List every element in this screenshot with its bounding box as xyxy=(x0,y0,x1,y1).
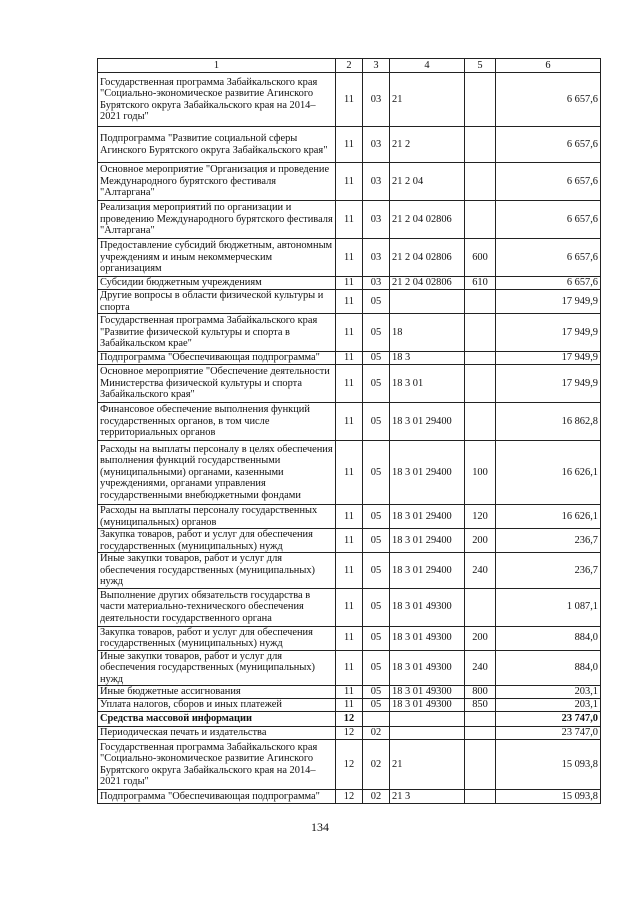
row-amount-cell: 236,7 xyxy=(496,529,601,553)
row-section-cell: 11 xyxy=(336,699,363,712)
row-amount-cell: 23 747,0 xyxy=(496,727,601,740)
row-expense-type-cell xyxy=(465,73,496,127)
row-section-cell: 11 xyxy=(336,127,363,163)
row-target-article-cell: 21 2 04 02806 xyxy=(390,277,465,290)
row-subsection-cell: 03 xyxy=(363,163,390,201)
row-amount-cell: 884,0 xyxy=(496,650,601,686)
table-row xyxy=(98,201,601,239)
header-cell-5: 5 xyxy=(465,59,496,73)
row-expense-type-cell xyxy=(465,314,496,352)
row-expense-type-cell xyxy=(465,727,496,740)
row-subsection-cell: 05 xyxy=(363,441,390,505)
row-section-cell: 11 xyxy=(336,441,363,505)
row-section-cell: 11 xyxy=(336,239,363,277)
table-row xyxy=(98,277,601,290)
row-name-cell: Расходы на выплаты персоналу государственных (муниципальных) органов xyxy=(98,505,336,529)
row-expense-type-cell xyxy=(465,163,496,201)
row-name-cell: Государственная программа Забайкальского края "Развитие физической культуры и спорта в Забайкальском крае" xyxy=(98,314,336,352)
row-section-cell: 11 xyxy=(336,403,363,441)
row-subsection-cell: 02 xyxy=(363,727,390,740)
row-expense-type-cell: 200 xyxy=(465,626,496,650)
header-cell-4: 4 xyxy=(390,59,465,73)
table-row xyxy=(98,290,601,314)
row-name-cell: Подпрограмма "Обеспечивающая подпрограмма" xyxy=(98,352,336,365)
row-expense-type-cell: 610 xyxy=(465,277,496,290)
row-subsection-cell: 05 xyxy=(363,365,390,403)
row-target-article-cell: 18 3 xyxy=(390,352,465,365)
row-subsection-cell: 03 xyxy=(363,73,390,127)
row-target-article-cell xyxy=(390,290,465,314)
row-subsection-cell: 03 xyxy=(363,277,390,290)
row-section-cell: 11 xyxy=(336,352,363,365)
row-target-article-cell: 18 3 01 29400 xyxy=(390,553,465,589)
row-section-cell: 12 xyxy=(336,727,363,740)
row-target-article-cell: 21 2 04 xyxy=(390,163,465,201)
row-target-article-cell: 18 3 01 49300 xyxy=(390,588,465,626)
table-row xyxy=(98,626,601,650)
row-amount-cell: 15 093,8 xyxy=(496,790,601,804)
row-amount-cell: 884,0 xyxy=(496,626,601,650)
row-name-cell: Государственная программа Забайкальского края "Социально-экономическое развитие Агинского Бурятского округа Забайкальского края на 2014–2021 годы" xyxy=(98,740,336,790)
row-target-article-cell: 21 3 xyxy=(390,790,465,804)
row-subsection-cell: 03 xyxy=(363,239,390,277)
row-subsection-cell: 05 xyxy=(363,314,390,352)
row-amount-cell: 17 949,9 xyxy=(496,290,601,314)
row-name-cell: Закупка товаров, работ и услуг для обеспечения государственных (муниципальных) нужд xyxy=(98,626,336,650)
row-section-cell: 12 xyxy=(336,790,363,804)
row-expense-type-cell xyxy=(465,365,496,403)
table-row xyxy=(98,588,601,626)
row-subsection-cell: 05 xyxy=(363,699,390,712)
table-row xyxy=(98,650,601,686)
row-section-cell: 11 xyxy=(336,505,363,529)
row-expense-type-cell: 600 xyxy=(465,239,496,277)
row-expense-type-cell xyxy=(465,790,496,804)
row-name-cell: Субсидии бюджетным учреждениям xyxy=(98,277,336,290)
row-name-cell: Выполнение других обязательств государства в части материально-технического обеспечения деятельности государственного органа xyxy=(98,588,336,626)
page-number: 134 xyxy=(311,820,329,834)
table-row xyxy=(98,127,601,163)
row-subsection-cell: 05 xyxy=(363,505,390,529)
row-target-article-cell: 21 2 xyxy=(390,127,465,163)
row-name-cell: Государственная программа Забайкальского края "Социально-экономическое развитие Агинского Бурятского округа Забайкальского края на 2014–2021 годы" xyxy=(98,73,336,127)
row-expense-type-cell: 800 xyxy=(465,686,496,699)
row-expense-type-cell: 240 xyxy=(465,650,496,686)
table-row xyxy=(98,441,601,505)
row-subsection-cell: 02 xyxy=(363,790,390,804)
row-target-article-cell: 18 3 01 49300 xyxy=(390,699,465,712)
row-name-cell: Финансовое обеспечение выполнения функций государственных органов, в том числе территориальных органов xyxy=(98,403,336,441)
header-cell-1: 1 xyxy=(98,59,336,73)
row-amount-cell: 6 657,6 xyxy=(496,239,601,277)
table-row xyxy=(98,163,601,201)
table-row xyxy=(98,740,601,790)
row-subsection-cell xyxy=(363,712,390,727)
header-cell-2: 2 xyxy=(336,59,363,73)
row-expense-type-cell xyxy=(465,712,496,727)
header-row xyxy=(98,59,601,73)
row-subsection-cell: 02 xyxy=(363,740,390,790)
table-row xyxy=(98,790,601,804)
row-name-cell: Предоставление субсидий бюджетным, автономным учреждениям и иным некоммерческим организациям xyxy=(98,239,336,277)
row-target-article-cell: 18 3 01 xyxy=(390,365,465,403)
row-name-cell: Средства массовой информации xyxy=(98,712,336,727)
table-row xyxy=(98,529,601,553)
row-subsection-cell: 05 xyxy=(363,352,390,365)
row-subsection-cell: 05 xyxy=(363,553,390,589)
row-expense-type-cell xyxy=(465,740,496,790)
row-target-article-cell: 21 2 04 02806 xyxy=(390,201,465,239)
table-row xyxy=(98,727,601,740)
row-subsection-cell: 05 xyxy=(363,650,390,686)
row-expense-type-cell: 100 xyxy=(465,441,496,505)
row-target-article-cell: 21 xyxy=(390,740,465,790)
row-target-article-cell: 18 3 01 49300 xyxy=(390,650,465,686)
row-section-cell: 11 xyxy=(336,553,363,589)
budget-table xyxy=(97,58,601,804)
row-expense-type-cell: 240 xyxy=(465,553,496,589)
row-section-cell: 11 xyxy=(336,529,363,553)
row-name-cell: Подпрограмма "Обеспечивающая подпрограмма" xyxy=(98,790,336,804)
row-expense-type-cell: 200 xyxy=(465,529,496,553)
row-name-cell: Закупка товаров, работ и услуг для обеспечения государственных (муниципальных) нужд xyxy=(98,529,336,553)
row-name-cell: Основное мероприятие "Обеспечение деятельности Министерства физической культуры и спорта Забайкальского края" xyxy=(98,365,336,403)
row-subsection-cell: 05 xyxy=(363,403,390,441)
table-row xyxy=(98,314,601,352)
row-name-cell: Основное мероприятие "Организация и проведение Международного бурятского фестиваля "Алтаргана" xyxy=(98,163,336,201)
table-row xyxy=(98,403,601,441)
row-amount-cell: 6 657,6 xyxy=(496,73,601,127)
row-amount-cell: 16 626,1 xyxy=(496,505,601,529)
row-amount-cell: 6 657,6 xyxy=(496,127,601,163)
row-subsection-cell: 05 xyxy=(363,290,390,314)
table-row xyxy=(98,365,601,403)
row-amount-cell: 17 949,9 xyxy=(496,365,601,403)
row-section-cell: 12 xyxy=(336,712,363,727)
table-row xyxy=(98,239,601,277)
row-amount-cell: 6 657,6 xyxy=(496,163,601,201)
row-target-article-cell: 18 3 01 29400 xyxy=(390,505,465,529)
row-amount-cell: 15 093,8 xyxy=(496,740,601,790)
row-name-cell: Подпрограмма "Развитие социальной сферы Агинского Бурятского округа Забайкальского края" xyxy=(98,127,336,163)
row-amount-cell: 6 657,6 xyxy=(496,277,601,290)
table-row xyxy=(98,553,601,589)
row-subsection-cell: 03 xyxy=(363,201,390,239)
row-expense-type-cell xyxy=(465,352,496,365)
row-amount-cell: 17 949,9 xyxy=(496,314,601,352)
row-amount-cell: 23 747,0 xyxy=(496,712,601,727)
table-row xyxy=(98,73,601,127)
row-target-article-cell: 18 3 01 49300 xyxy=(390,686,465,699)
table-row xyxy=(98,686,601,699)
row-subsection-cell: 03 xyxy=(363,127,390,163)
row-name-cell: Расходы на выплаты персоналу в целях обеспечения выполнения функций государственными (муниципальными) органами, казенными учреждениями, органами управления государственными внебюджетными фондами xyxy=(98,441,336,505)
row-name-cell: Иные бюджетные ассигнования xyxy=(98,686,336,699)
budget-table-body xyxy=(98,59,601,804)
row-section-cell: 11 xyxy=(336,73,363,127)
row-amount-cell: 16 626,1 xyxy=(496,441,601,505)
row-subsection-cell: 05 xyxy=(363,626,390,650)
row-section-cell: 11 xyxy=(336,365,363,403)
row-target-article-cell: 21 2 04 02806 xyxy=(390,239,465,277)
row-target-article-cell: 18 3 01 29400 xyxy=(390,441,465,505)
row-section-cell: 11 xyxy=(336,163,363,201)
row-target-article-cell: 18 3 01 29400 xyxy=(390,529,465,553)
row-section-cell: 11 xyxy=(336,314,363,352)
row-expense-type-cell xyxy=(465,201,496,239)
row-amount-cell: 17 949,9 xyxy=(496,352,601,365)
row-target-article-cell: 18 3 01 49300 xyxy=(390,626,465,650)
row-amount-cell: 6 657,6 xyxy=(496,201,601,239)
row-section-cell: 11 xyxy=(336,588,363,626)
row-section-cell: 12 xyxy=(336,740,363,790)
row-target-article-cell xyxy=(390,712,465,727)
table-row xyxy=(98,505,601,529)
row-amount-cell: 203,1 xyxy=(496,686,601,699)
row-section-cell: 11 xyxy=(336,650,363,686)
row-subsection-cell: 05 xyxy=(363,529,390,553)
header-cell-6: 6 xyxy=(496,59,601,73)
row-subsection-cell: 05 xyxy=(363,686,390,699)
row-amount-cell: 16 862,8 xyxy=(496,403,601,441)
row-expense-type-cell xyxy=(465,588,496,626)
row-expense-type-cell: 850 xyxy=(465,699,496,712)
row-amount-cell: 203,1 xyxy=(496,699,601,712)
row-name-cell: Уплата налогов, сборов и иных платежей xyxy=(98,699,336,712)
row-target-article-cell: 18 xyxy=(390,314,465,352)
row-target-article-cell: 21 xyxy=(390,73,465,127)
row-section-cell: 11 xyxy=(336,290,363,314)
row-expense-type-cell xyxy=(465,127,496,163)
table-row xyxy=(98,712,601,727)
row-amount-cell: 236,7 xyxy=(496,553,601,589)
row-section-cell: 11 xyxy=(336,201,363,239)
row-expense-type-cell: 120 xyxy=(465,505,496,529)
table-row xyxy=(98,699,601,712)
header-cell-3: 3 xyxy=(363,59,390,73)
row-section-cell: 11 xyxy=(336,686,363,699)
row-name-cell: Другие вопросы в области физической культуры и спорта xyxy=(98,290,336,314)
row-name-cell: Иные закупки товаров, работ и услуг для обеспечения государственных (муниципальных) нужд xyxy=(98,650,336,686)
row-expense-type-cell xyxy=(465,403,496,441)
row-subsection-cell: 05 xyxy=(363,588,390,626)
row-expense-type-cell xyxy=(465,290,496,314)
table-row xyxy=(98,352,601,365)
row-name-cell: Реализация мероприятий по организации и проведению Международного бурятского фестиваля "Алтаргана" xyxy=(98,201,336,239)
row-amount-cell: 1 087,1 xyxy=(496,588,601,626)
row-name-cell: Периодическая печать и издательства xyxy=(98,727,336,740)
row-target-article-cell xyxy=(390,727,465,740)
row-name-cell: Иные закупки товаров, работ и услуг для обеспечения государственных (муниципальных) нужд xyxy=(98,553,336,589)
row-section-cell: 11 xyxy=(336,277,363,290)
row-target-article-cell: 18 3 01 29400 xyxy=(390,403,465,441)
row-section-cell: 11 xyxy=(336,626,363,650)
